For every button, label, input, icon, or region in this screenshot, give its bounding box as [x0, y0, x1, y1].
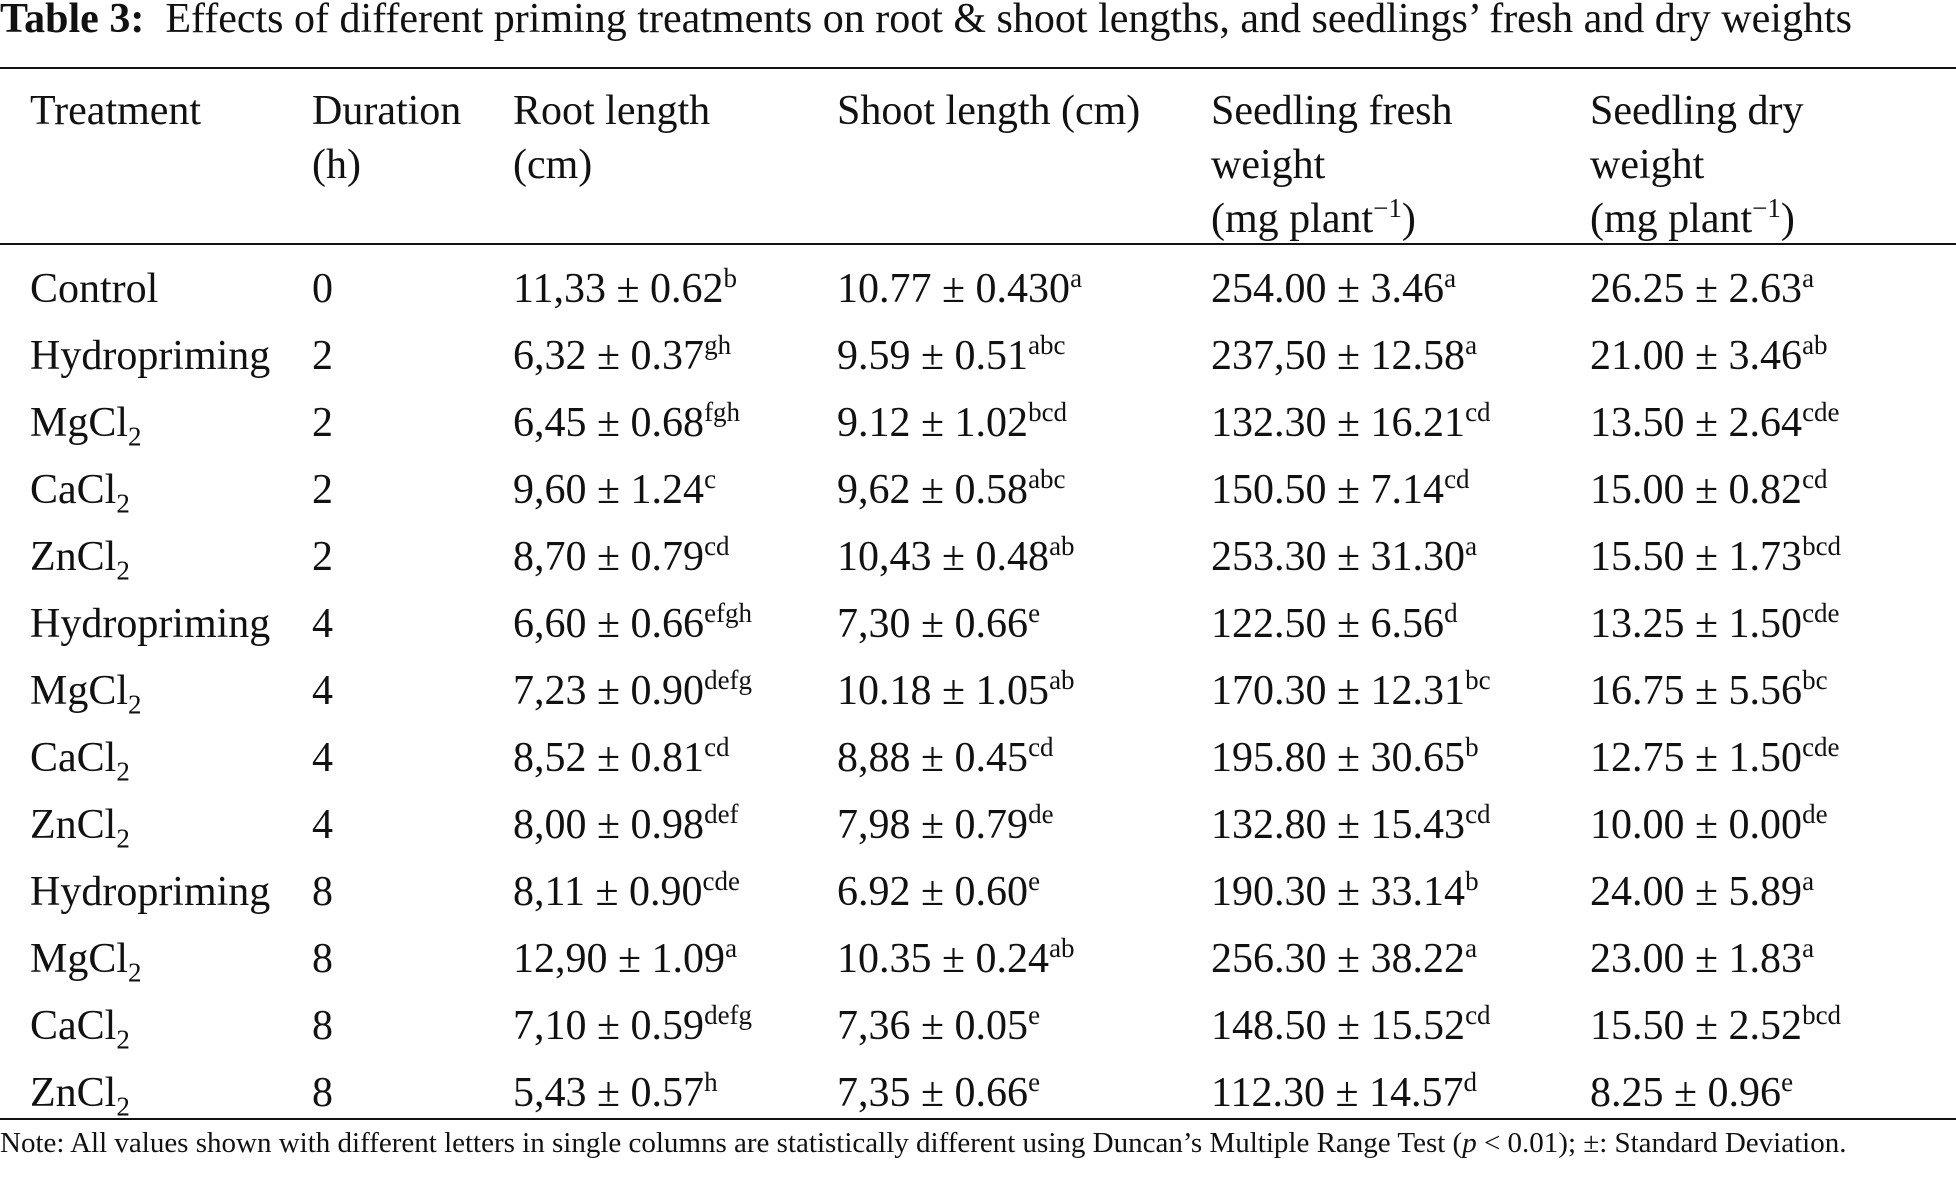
table-row — [0, 993, 1956, 1060]
cell-duration: 8 — [312, 1003, 333, 1049]
table-row — [0, 323, 1956, 390]
cell-root-length: 11,33 ± 0.62$^b$ — [513, 263, 737, 312]
cell-fresh-weight: 254.00 ± 3.46$^a$ — [1211, 263, 1457, 312]
table-row — [0, 457, 1956, 524]
cell-root-length: 8,00 ± 0.98$^{def}$ — [513, 799, 739, 848]
cell-root-length: 6,32 ± 0.37$^{gh}$ — [513, 330, 732, 379]
table-row — [0, 1060, 1956, 1127]
cell-fresh-weight: 132.30 ± 16.21$^{cd}$ — [1211, 397, 1491, 446]
table-row — [0, 926, 1956, 993]
cell-dry-weight: 21.00 ± 3.46$^{ab}$ — [1590, 330, 1828, 379]
cell-fresh-weight: 256.30 ± 38.22$^a$ — [1211, 933, 1478, 982]
data-table — [0, 70, 1956, 1127]
cell-treatment: CaCl$_2$ — [30, 467, 130, 519]
cell-root-length: $6,60 \pm 0.66^{efgh}$ — [513, 598, 753, 647]
cell-duration: 4 — [312, 668, 333, 714]
cell-fresh-weight: 237,50 ± 12.58$^a$ — [1211, 330, 1478, 379]
cell-root-length: $7,10 \pm 0.59^{defg}$ — [513, 1000, 753, 1049]
top-rule — [0, 67, 1956, 69]
cell-shoot-length: 7,36 ± 0.05$^e$ — [837, 1000, 1041, 1049]
table-row — [0, 591, 1956, 658]
cell-fresh-weight: 132.80 ± 15.43$^{cd}$ — [1211, 799, 1491, 848]
cell-shoot-length: 8,88 ± 0.45$^{cd}$ — [837, 732, 1054, 781]
cell-fresh-weight: 170.30 ± 12.31$^{bc}$ — [1211, 665, 1491, 714]
cell-duration: 8 — [312, 936, 333, 982]
cell-treatment: MgCl$_2$ — [30, 668, 142, 720]
cell-shoot-length: 9,62 ± 0.58$^{abc}$ — [837, 464, 1066, 513]
cell-dry-weight: 10.00 ± 0.00de — [1590, 799, 1828, 848]
table-row — [0, 792, 1956, 859]
cell-duration: 2 — [312, 400, 333, 446]
cell-root-length: 12,90 ± 1.09$^a$ — [513, 933, 738, 982]
cell-dry-weight: 16.75 ± 5.56$^{bc}$ — [1590, 665, 1828, 714]
cell-shoot-length: 9.12 ± 1.02$^{bcd}$ — [837, 397, 1068, 446]
cell-dry-weight: 15.50 ± 1.73$^{bcd}$ — [1590, 531, 1842, 580]
cell-fresh-weight: 112.30 ± 14.57$^d$ — [1211, 1067, 1477, 1116]
cell-duration: 4 — [312, 802, 333, 848]
cell-fresh-weight: 122.50 ± 6.56$^d$ — [1211, 598, 1458, 647]
cell-shoot-length: 7,98 ± 0.79de — [837, 799, 1054, 848]
cell-root-length: 6,45 ± 0.68$^{fgh}$ — [513, 397, 741, 446]
header-dry-weight: Seedling dry weight (mg plant$^{-1}$) — [1590, 88, 1804, 242]
header-treatment: Treatment — [30, 88, 202, 134]
table-row — [0, 390, 1956, 457]
cell-treatment: ZnCl$_2$ — [30, 802, 130, 854]
table-row — [0, 859, 1956, 926]
cell-treatment: ZnCl$_2$ — [30, 1070, 130, 1122]
cell-dry-weight: 13.25 ± 1.50$^{cde}$ — [1590, 598, 1840, 647]
cell-root-length: 5,43 ± 0.57$^h$ — [513, 1067, 718, 1116]
cell-dry-weight: 24.00 ± 5.89$^a$ — [1590, 866, 1815, 915]
cell-treatment: MgCl$_2$ — [30, 936, 142, 988]
cell-fresh-weight: 150.50 ± 7.14$^{cd}$ — [1211, 464, 1470, 513]
header-duration: Duration (h) — [312, 88, 462, 188]
cell-treatment: Hydropriming — [30, 869, 271, 915]
cell-dry-weight: 23.00 ± 1.83$^a$ — [1590, 933, 1815, 982]
cell-root-length: 8,52 ± 0.81$^{cd}$ — [513, 732, 730, 781]
cell-duration: 4 — [312, 735, 333, 781]
cell-duration: 2 — [312, 467, 333, 513]
cell-treatment: CaCl$_2$ — [30, 1003, 130, 1055]
cell-treatment: Control — [30, 266, 159, 312]
table-row — [0, 725, 1956, 792]
cell-fresh-weight: 148.50 ± 15.52$^{cd}$ — [1211, 1000, 1491, 1049]
cell-duration: 0 — [312, 266, 333, 312]
cell-treatment: Hydropriming — [30, 601, 271, 647]
cell-treatment: Hydropriming — [30, 333, 271, 379]
cell-treatment: CaCl$_2$ — [30, 735, 130, 787]
table-note: Note: All values shown with different letters in single columns are statistically different using Duncan’s Multiple Range Test (p < 0.01); ±: Standard Deviation. — [0, 1127, 1847, 1159]
header-shoot-length: Shoot length (cm) — [837, 88, 1141, 134]
table-caption — [0, 0, 1852, 44]
cell-root-length: $7,23 \pm 0.90^{defg}$ — [513, 665, 753, 714]
cell-shoot-length: 7,30 ± 0.66$^e$ — [837, 598, 1041, 647]
cell-dry-weight: 12.75 ± 1.50$^{cde}$ — [1590, 732, 1840, 781]
cell-shoot-length: 6.92 ± 0.60$^e$ — [837, 866, 1041, 915]
caption-text: Effects of different priming treatments on root & shoot lengths, and seedlings’ fresh and dry weights — [165, 0, 1852, 42]
cell-shoot-length: 9.59 ± 0.51$^{abc}$ — [837, 330, 1066, 379]
table-row — [0, 658, 1956, 725]
cell-shoot-length: 10.18 ± 1.05$^{ab}$ — [837, 665, 1075, 714]
caption-label: Table 3: — [0, 0, 145, 42]
cell-shoot-length: 10,43 ± 0.48$^{ab}$ — [837, 531, 1075, 580]
cell-treatment: ZnCl$_2$ — [30, 534, 130, 586]
cell-duration: 2 — [312, 333, 333, 379]
cell-duration: 8 — [312, 1070, 333, 1116]
cell-dry-weight: 15.00 ± 0.82$^{cd}$ — [1590, 464, 1828, 513]
header-row — [0, 70, 1956, 246]
cell-fresh-weight: 253.30 ± 31.30$^a$ — [1211, 531, 1478, 580]
cell-root-length: 8,11 ± 0.90$^{cde}$ — [513, 866, 740, 915]
cell-shoot-length: 10.77 ± 0.430$^a$ — [837, 263, 1083, 312]
cell-root-length: 8,70 ± 0.79$^{cd}$ — [513, 531, 730, 580]
header-fresh-weight: Seedling fresh weight (mg plant$^{-1}$) — [1211, 88, 1453, 242]
cell-duration: 2 — [312, 534, 333, 580]
table-row — [0, 246, 1956, 323]
cell-dry-weight: 26.25 ± 2.63$^a$ — [1590, 263, 1815, 312]
cell-dry-weight: 15.50 ± 2.52$^{bcd}$ — [1590, 1000, 1842, 1049]
cell-dry-weight: 13.50 ± 2.64$^{cde}$ — [1590, 397, 1840, 446]
cell-duration: 4 — [312, 601, 333, 647]
header-root-length: Root length (cm) — [513, 88, 711, 188]
cell-dry-weight: 8.25 ± 0.96$^e$ — [1590, 1067, 1794, 1116]
cell-fresh-weight: 195.80 ± 30.65$^b$ — [1211, 732, 1479, 781]
cell-fresh-weight: 190.30 ± 33.14$^b$ — [1211, 866, 1479, 915]
cell-shoot-length: 7,35 ± 0.66$^e$ — [837, 1067, 1041, 1116]
cell-shoot-length: 10.35 ± 0.24$^{ab}$ — [837, 933, 1075, 982]
cell-duration: 8 — [312, 869, 333, 915]
cell-treatment: MgCl$_2$ — [30, 400, 142, 452]
cell-root-length: 9,60 ± 1.24$^c$ — [513, 464, 717, 513]
table-row — [0, 524, 1956, 591]
